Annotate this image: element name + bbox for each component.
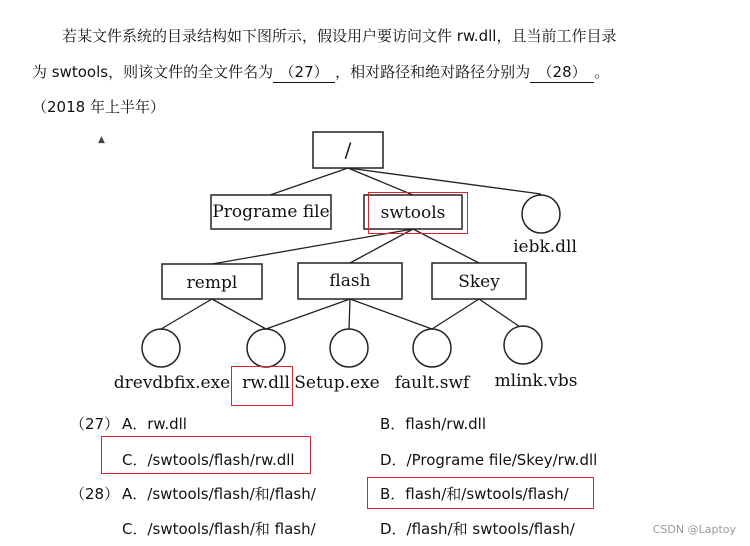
tree-file-fault-swf-label: fault.swf	[394, 373, 470, 393]
tree-file-setup-exe-label: Setup.exe	[294, 373, 380, 393]
option-28-a: A．/swtools/flash/和/flash/	[122, 485, 316, 503]
question-line-1: 若某文件系统的目录结构如下图所示，假设用户要访问文件 rw.dll，且当前工作目录	[62, 27, 617, 45]
option-28-b: B．flash/和/swtools/flash/	[380, 485, 569, 503]
question-line-2-mid: ，相对路径和绝对路径分别为	[335, 63, 531, 81]
question-year: （2018 年上半年）	[32, 98, 165, 116]
tree-node-rempl-label: rempl	[186, 273, 238, 293]
tree-file-mlink-vbs-label: mlink.vbs	[494, 371, 578, 391]
tree-node-flash-label: flash	[329, 271, 371, 291]
question-27-number: （27）	[70, 415, 120, 433]
blank-28: （28）	[530, 62, 594, 83]
question-line-2-pre: 为 swtools，则该文件的全文件名为	[32, 63, 274, 81]
tree-edges	[161, 168, 541, 329]
tree-node-iebk-dll-label: iebk.dll	[513, 237, 577, 257]
option-28-d: D．/flash/和 swtools/flash/	[380, 520, 575, 538]
question-line-2-post: 。	[594, 63, 610, 81]
tree-node-iebk-dll	[522, 195, 560, 233]
tree-file-rw-dll-label: rw.dll	[242, 373, 290, 393]
tree-file-drevdbfix-exe	[142, 329, 180, 367]
option-27-b: B．flash/rw.dll	[380, 415, 486, 433]
watermark: CSDN @Laptoy	[652, 523, 736, 536]
option-28-c: C．/swtools/flash/和 flash/	[122, 520, 316, 538]
option-27-c: C．/swtools/flash/rw.dll	[122, 451, 295, 469]
tree-node-swtools-label: swtools	[380, 203, 446, 223]
question-28-number: （28）	[70, 485, 120, 503]
blank-27: （27）	[273, 62, 335, 83]
tree-file-fault-swf	[413, 329, 451, 367]
mouse-cursor-icon: ▲	[98, 135, 105, 145]
option-27-a: A．rw.dll	[122, 415, 187, 433]
option-27-d: D．/Programe file/Skey/rw.dll	[380, 451, 598, 469]
tree-file-rw-dll	[247, 329, 285, 367]
tree-node-root-label: /	[344, 138, 352, 162]
highlight-rw-dll	[231, 366, 293, 406]
tree-file-drevdbfix-exe-label: drevdbfix.exe	[113, 373, 231, 393]
tree-file-mlink-vbs	[504, 326, 542, 364]
tree-file-setup-exe	[330, 329, 368, 367]
highlight-swtools	[368, 192, 468, 234]
tree-node-programe-file-label: Programe file	[212, 202, 330, 222]
tree-node-skey-label: Skey	[458, 272, 500, 292]
